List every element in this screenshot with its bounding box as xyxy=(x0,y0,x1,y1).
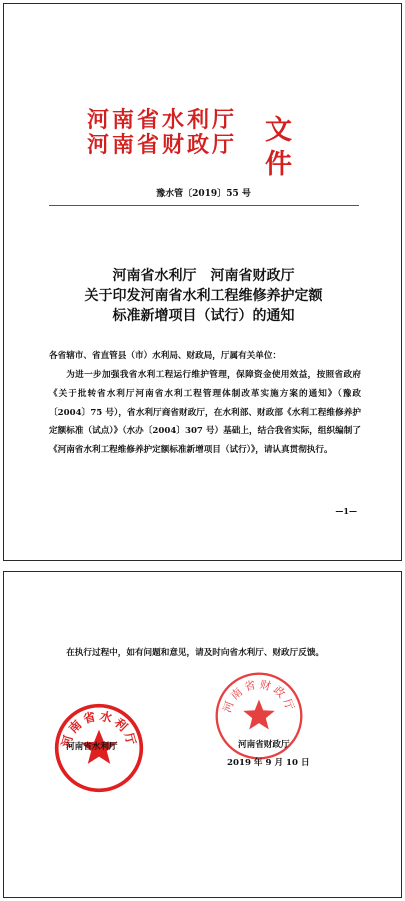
document-title-line-1: 河南省水利厅 河南省财政厅 xyxy=(112,268,295,284)
closing-paragraph: 在执行过程中，如有问题和意见，请及时向省水利厅、财政厅反馈。 xyxy=(66,648,325,658)
addressee-line: 各省辖市、省直管县（市）水利局、财政局，厅属有关单位： xyxy=(49,351,282,361)
signer-water-department: 河南省水利厅 xyxy=(66,742,118,752)
document-number: 豫水管〔2019〕55 号 xyxy=(156,189,251,199)
page-number: —1— xyxy=(335,506,357,516)
document-page-1 xyxy=(3,3,402,561)
signer-finance-department: 河南省财政厅 xyxy=(238,740,290,750)
header-authority-finance: 河南省财政厅 xyxy=(87,132,238,158)
document-title-line-2: 关于印发河南省水利工程维修养护定额 xyxy=(84,288,323,304)
document-page-2 xyxy=(3,571,402,898)
svg-text:河南省水利厅: 河南省水利厅 xyxy=(58,708,140,750)
signing-date: 2019 年 9 月 10 日 xyxy=(227,758,310,768)
document-title-line-3: 标准新增项目（试行）的通知 xyxy=(112,308,295,324)
header-document-word: 文件 xyxy=(265,115,293,180)
body-paragraph: 为进一步加强我省水利工程运行维护管理，保障资金使用效益，按照省政府《关于批转省水利厅河南省水利工程管理体制改革实施方案的通知》（豫政〔2004〕75 号），省水利厅商省财政厅，在水利部、财政部《水利工程维修养护定额标准（试点）》（水办〔2004〕307 号）基础上，结合我省实际，组织编制了《河南省水利工程维修养护定额标准新增项目（试行）》，请认真贯彻执行。 xyxy=(49,370,361,456)
red-separator-line xyxy=(49,205,359,206)
header-authority-water: 河南省水利厅 xyxy=(87,107,238,133)
svg-text:河南省财政厅: 河南省财政厅 xyxy=(220,677,298,715)
